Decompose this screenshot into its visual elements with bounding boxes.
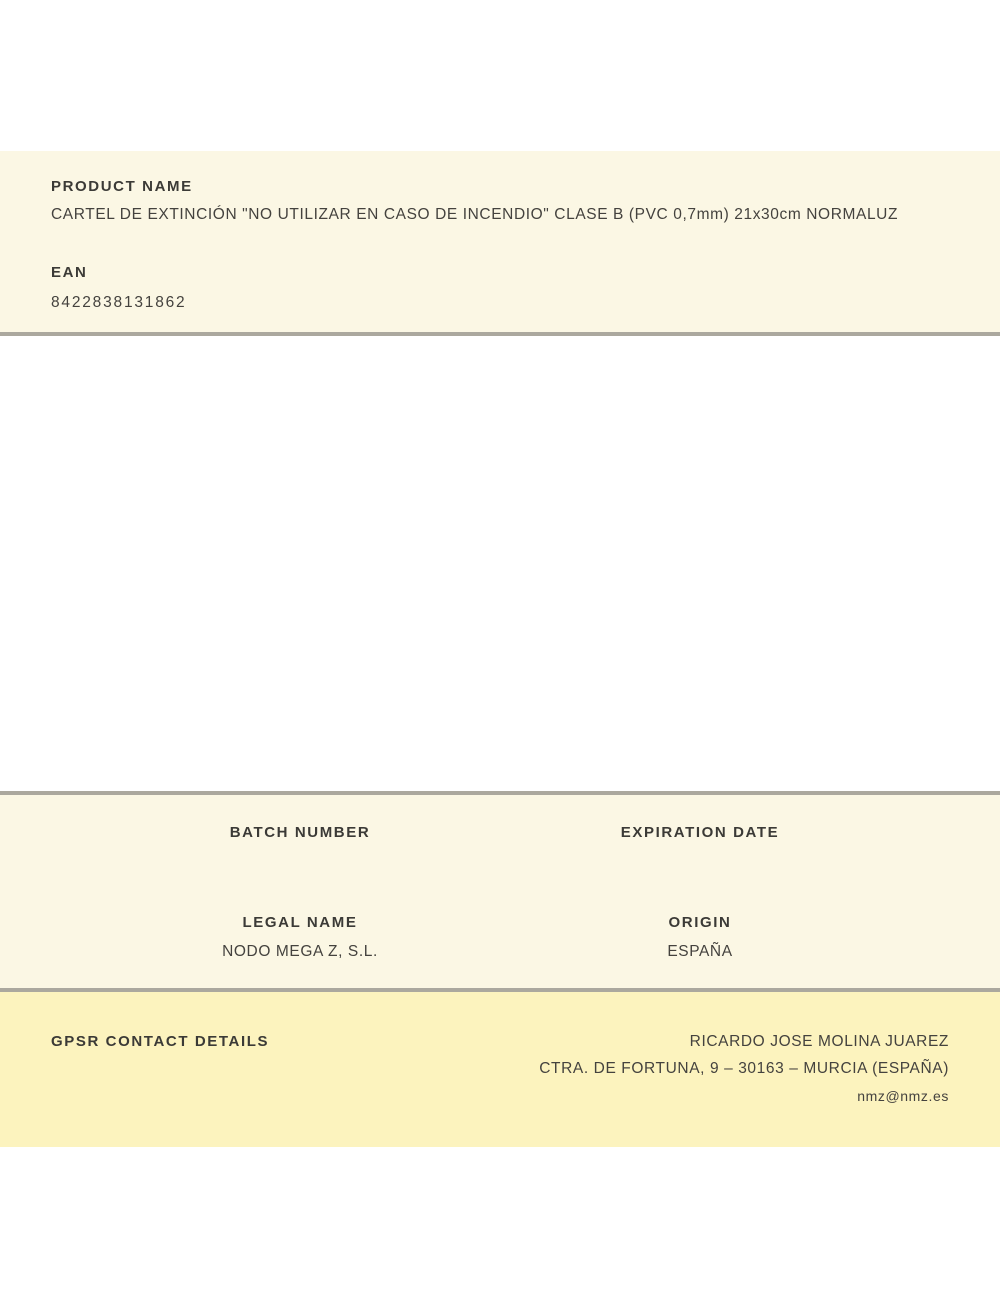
gpsr-contact-section xyxy=(0,992,1000,1147)
traceability-section xyxy=(0,791,1000,992)
gpsr-contact-block xyxy=(539,1032,949,1106)
origin-label: ORIGIN xyxy=(668,914,732,931)
expiration-date-label: EXPIRATION DATE xyxy=(620,824,780,841)
product-name-label: PRODUCT NAME xyxy=(51,178,193,195)
origin-value: ESPAÑA xyxy=(667,943,733,960)
ean-label: EAN xyxy=(51,264,88,281)
batch-number-cell xyxy=(100,823,500,843)
legal-name-value: NODO MEGA Z, S.L. xyxy=(222,943,378,960)
traceability-row-values xyxy=(100,913,900,962)
product-section xyxy=(0,151,1000,336)
gpsr-contact-label: GPSR CONTACT DETAILS xyxy=(51,1033,270,1050)
gpsr-contact-name: RICARDO JOSE MOLINA JUAREZ xyxy=(689,1033,949,1050)
gpsr-contact-email: nmz@nmz.es xyxy=(857,1088,949,1104)
origin-cell xyxy=(500,913,900,962)
traceability-row-labels xyxy=(100,823,900,843)
batch-number-label: BATCH NUMBER xyxy=(229,824,371,841)
product-name-value: CARTEL DE EXTINCIÓN "NO UTILIZAR EN CASO DE INCENDIO" CLASE B (PVC 0,7mm) 21x30cm NORMALUZ xyxy=(51,206,899,223)
ean-value: 8422838131862 xyxy=(51,294,187,311)
expiration-date-cell xyxy=(500,823,900,843)
legal-name-cell xyxy=(100,913,500,962)
legal-name-label: LEGAL NAME xyxy=(242,914,358,931)
gpsr-contact-address: CTRA. DE FORTUNA, 9 – 30163 – MURCIA (ESPAÑA) xyxy=(539,1060,949,1077)
